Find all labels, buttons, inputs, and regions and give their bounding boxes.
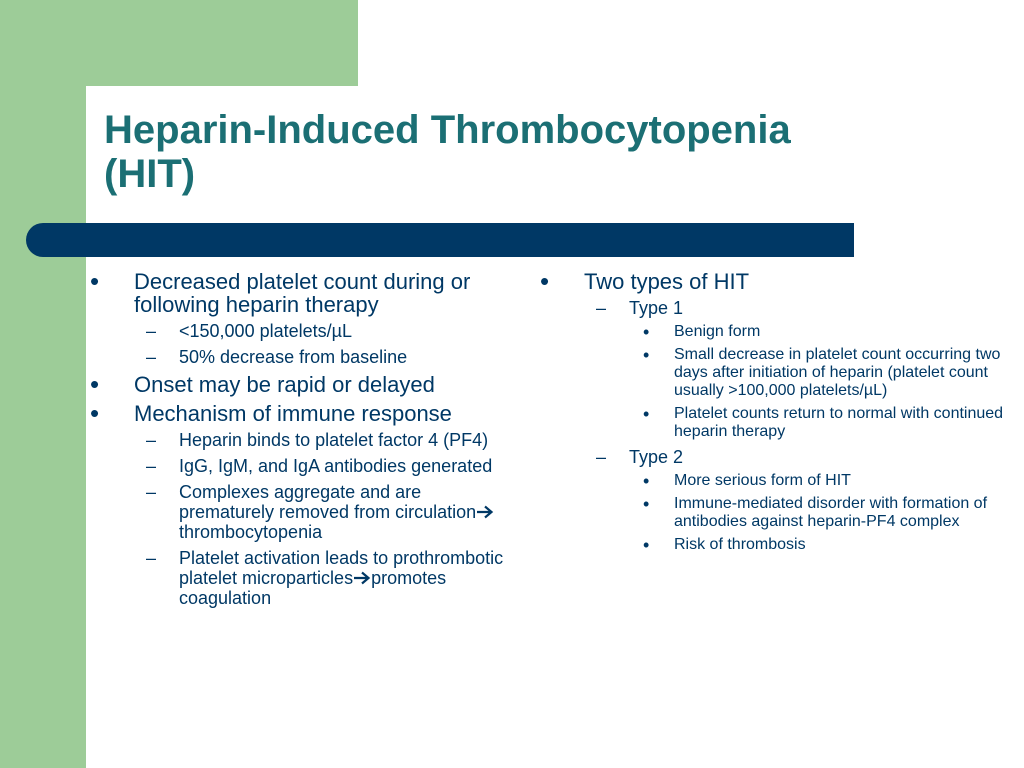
bullet-icon: • [643,345,650,365]
sub-list [584,298,1010,554]
detail-text: Small decrease in platelet count occurring two days after initiation of heparin (platelet count usually >100,000 platelets/µL) [674,346,1001,399]
decor-green-strip [0,0,86,768]
list-item [134,347,520,367]
right-column [540,266,1010,560]
left-column [90,266,520,614]
detail-text: Risk of thrombosis [674,536,806,553]
list-item [629,472,1010,490]
bullet-icon: • [90,369,100,399]
list-item [629,405,1010,441]
bullet-icon: • [643,322,650,342]
detail-text: More serious form of HIT [674,472,851,489]
bullet-text: Two types of HIT [584,269,750,294]
title-line-1: Heparin-Induced Thrombocytopenia [104,108,791,152]
dash-icon: – [596,298,607,318]
right-arrow-icon [353,571,371,585]
list-item [629,346,1010,400]
detail-text: Immune-mediated disorder with formation of antibodies against heparin-PF4 complex [674,495,988,530]
right-bullet-list [540,266,1010,555]
dash-icon: – [146,548,157,568]
list-item [90,398,520,608]
bullet-text: Mechanism of immune response [134,401,452,426]
list-item [584,298,1010,441]
bullet-icon: • [643,471,650,491]
bullet-icon: • [540,266,550,296]
sub-list [134,321,520,367]
sub-sub-list [629,323,1010,441]
dash-icon: – [596,447,607,467]
sub-bullet-text: IgG, IgM, and IgA antibodies generated [179,456,493,476]
sub-bullet-text: Heparin binds to platelet factor 4 (PF4) [179,430,489,450]
sub-list [134,430,520,608]
bullet-icon: • [90,398,100,428]
bullet-text: Onset may be rapid or delayed [134,372,435,397]
detail-text: Platelet counts return to normal with continued heparin therapy [674,405,1004,440]
title-line-2: (HIT) [104,152,196,196]
bullet-icon: • [90,266,100,296]
list-item [629,536,1010,554]
bullet-icon: • [643,404,650,424]
slide-title [104,108,984,196]
dash-icon: – [146,482,157,502]
list-item [584,447,1010,554]
bullet-icon: • [643,535,650,555]
list-item [134,548,520,608]
sub-sub-list [629,472,1010,554]
sub-bullet-text: 50% decrease from baseline [179,347,408,367]
list-item [629,495,1010,531]
list-item [629,323,1010,341]
type-heading: Type 2 [629,447,684,467]
sub-bullet-text: <150,000 platelets/µL [179,321,353,341]
right-arrow-icon [476,505,494,519]
title-divider-bar [26,223,854,257]
dash-icon: – [146,456,157,476]
left-bullet-list [90,266,520,608]
dash-icon: – [146,321,157,341]
sub-bullet-text: Platelet activation leads to prothrombotic platelet microparticles [179,548,504,588]
list-item [134,430,520,450]
dash-icon: – [146,347,157,367]
type-heading: Type 1 [629,298,684,318]
bullet-icon: • [643,494,650,514]
list-item [134,482,520,542]
sub-bullet-text: promotes coagulation [179,568,447,608]
list-item [540,266,1010,555]
dash-icon: – [146,430,157,450]
detail-text: Benign form [674,323,761,340]
list-item [90,369,520,399]
list-item [134,321,520,341]
list-item [134,456,520,476]
sub-bullet-text: Complexes aggregate and are prematurely removed from circulation [179,482,477,522]
bullet-text: Decreased platelet count during or following heparin therapy [134,269,471,317]
list-item [90,266,520,367]
sub-bullet-text: thrombocytopenia [179,522,323,542]
